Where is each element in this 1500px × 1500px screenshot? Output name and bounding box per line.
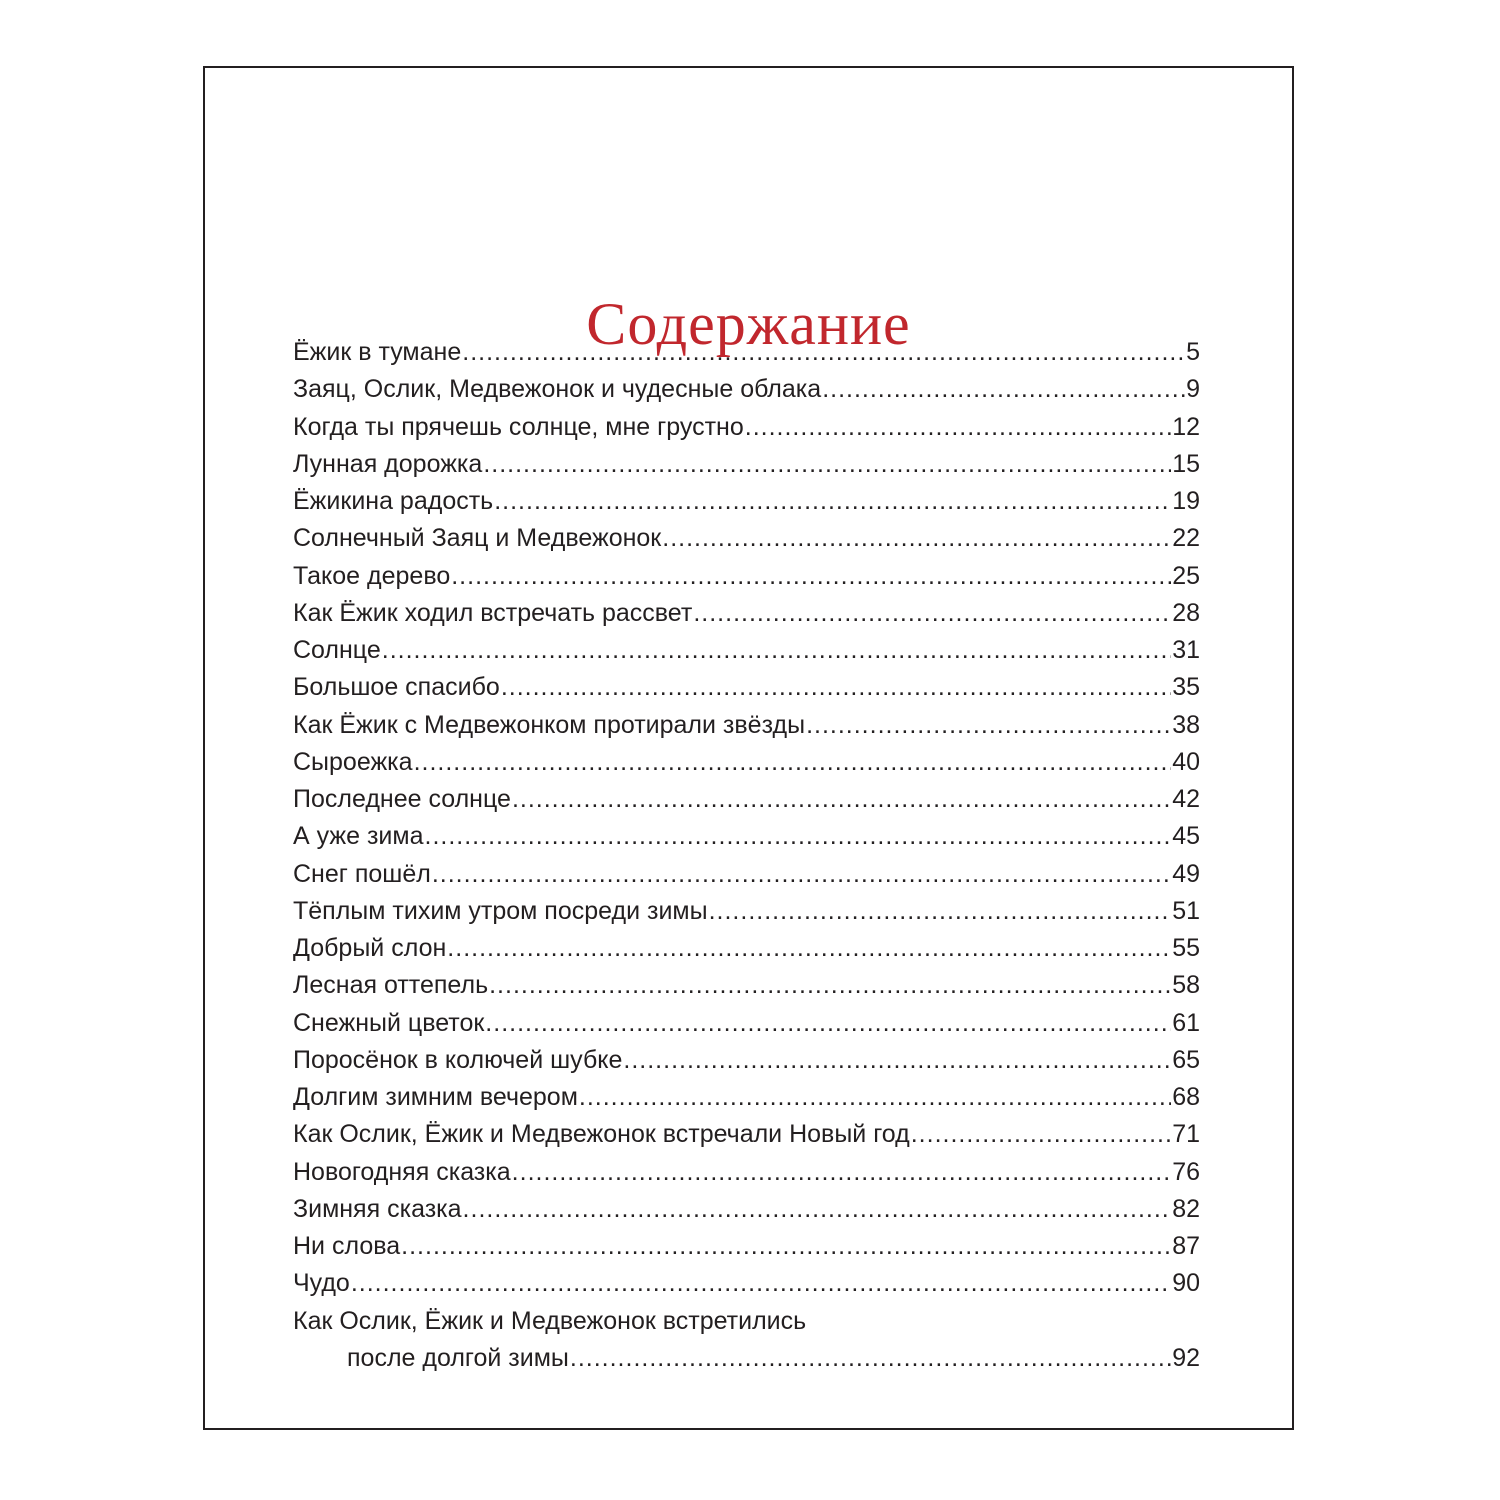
- dot-leader: [501, 669, 1171, 706]
- toc-entry-page: 68: [1172, 1083, 1200, 1111]
- toc-entry: [293, 707, 1200, 744]
- toc-entry-title: Как Ёжик ходил встречать рассвет: [293, 598, 693, 627]
- toc-entry: [293, 1228, 1200, 1265]
- toc-entry: [293, 818, 1200, 855]
- dot-leader: [489, 967, 1171, 1004]
- toc-entry: [293, 744, 1200, 781]
- toc-entry-page: 40: [1172, 747, 1200, 776]
- toc-entry-title: Новогодняя сказка: [293, 1157, 511, 1186]
- toc-entry-page: 19: [1172, 487, 1200, 515]
- toc-entry-title: Сыроежка: [293, 747, 413, 776]
- toc-entry-title: Ёжик в тумане: [293, 338, 462, 366]
- toc-entry-page: 90: [1172, 1269, 1200, 1298]
- toc-entry: [293, 893, 1200, 930]
- dot-leader: [512, 781, 1171, 818]
- toc-entry-title: Тёплым тихим утром посреди зимы: [293, 896, 708, 925]
- toc-entry: [293, 967, 1200, 1004]
- dot-leader: [382, 632, 1171, 669]
- toc-entry-wrapped: [293, 1303, 1200, 1340]
- toc-entry-page: 92: [1172, 1343, 1200, 1372]
- toc-entry-title-line2: после долгой зимы: [347, 1343, 569, 1372]
- dot-leader: [401, 1228, 1171, 1265]
- toc-entry-title: А уже зима: [293, 822, 424, 851]
- dot-leader: [570, 1340, 1171, 1377]
- toc-entry: [293, 781, 1200, 818]
- toc-entry: [293, 558, 1200, 595]
- toc-entry-title: Как Ослик, Ёжик и Медвежонок встречали Новый год: [293, 1120, 910, 1149]
- toc-entry-title: Снежный цветок: [293, 1008, 485, 1037]
- toc-entry-page: 55: [1172, 934, 1200, 962]
- dot-leader: [709, 893, 1172, 930]
- toc-entry-page: 61: [1172, 1008, 1200, 1037]
- toc-entry-page: 49: [1172, 859, 1200, 888]
- toc-entry: [293, 483, 1200, 520]
- dot-leader: [623, 1042, 1171, 1079]
- dot-leader: [414, 744, 1172, 781]
- toc-entry-title: Зимняя сказка: [293, 1194, 462, 1223]
- dot-leader: [485, 1005, 1171, 1042]
- toc-entry-page: 76: [1172, 1157, 1200, 1186]
- dot-leader: [911, 1116, 1171, 1153]
- dot-leader: [579, 1079, 1171, 1116]
- page-title: Содержание: [586, 291, 911, 357]
- dot-leader: [693, 595, 1171, 632]
- toc-entry: [293, 1005, 1200, 1042]
- toc-entry: [293, 595, 1200, 632]
- toc-entry-title: Поросёнок в колючей шубке: [293, 1045, 623, 1074]
- toc-entry-page: 38: [1172, 710, 1200, 739]
- toc-entry: [293, 856, 1200, 893]
- dot-leader: [662, 520, 1171, 557]
- toc-entry: [293, 669, 1200, 706]
- toc-entry-page: 82: [1172, 1194, 1200, 1223]
- toc-entry-page: 35: [1172, 673, 1200, 702]
- toc-entry-title: Большое спасибо: [293, 673, 500, 702]
- toc-entry: [293, 930, 1200, 967]
- dot-leader: [451, 558, 1171, 595]
- toc-entry-page: 5: [1186, 338, 1200, 366]
- toc-entry-page: 22: [1172, 524, 1200, 553]
- toc-entry-title: Как Ёжик с Медвежонком протирали звёзды: [293, 710, 806, 739]
- toc-entry-title: Когда ты прячешь солнце, мне грустно: [293, 412, 744, 441]
- toc-entry: [293, 1079, 1200, 1116]
- toc-entry: [293, 371, 1200, 408]
- toc-entry-title: Последнее солнце: [293, 785, 511, 813]
- toc-entry: [293, 632, 1200, 669]
- toc-entry-title: Добрый слон: [293, 934, 447, 962]
- dot-leader: [512, 1154, 1172, 1191]
- dot-leader: [351, 1265, 1171, 1302]
- toc-entry-title: Чудо: [293, 1269, 350, 1298]
- toc-entry-title: Солнечный Заяц и Медвежонок: [293, 524, 662, 553]
- toc-entry-page: 45: [1172, 822, 1200, 851]
- toc-entry-title: Такое дерево: [293, 561, 451, 590]
- toc-entry-page: 9: [1186, 375, 1200, 404]
- toc-entry-continued: [293, 1340, 1200, 1377]
- toc-entry: [293, 1116, 1200, 1153]
- dot-leader: [806, 707, 1171, 744]
- dot-leader: [494, 483, 1171, 520]
- toc-entry-title: Ёжикина радость: [293, 487, 494, 515]
- toc-entry-page: 25: [1172, 561, 1200, 590]
- toc-entry-title: Заяц, Ослик, Медвежонок и чудесные облака: [293, 375, 822, 404]
- dot-leader: [745, 409, 1171, 446]
- toc-entry-title-line1: Как Ослик, Ёжик и Медвежонок встретились: [293, 1306, 807, 1335]
- toc-entry-page: 15: [1172, 449, 1200, 478]
- toc-entry: [293, 520, 1200, 557]
- toc-entry-page: 58: [1172, 971, 1200, 1000]
- toc-entry: [293, 334, 1200, 371]
- toc-entry-page: 51: [1172, 896, 1200, 925]
- toc-entry-title: Снег пошёл: [293, 859, 431, 888]
- toc-entry: [293, 1042, 1200, 1079]
- dot-leader: [462, 334, 1185, 371]
- toc-entry-page: 87: [1172, 1232, 1200, 1260]
- dot-leader: [483, 446, 1171, 483]
- toc-entry-page: 71: [1172, 1120, 1200, 1149]
- toc-entry: [293, 409, 1200, 446]
- table-of-contents: [293, 334, 1200, 1377]
- toc-entry: [293, 446, 1200, 483]
- toc-entry: [293, 1154, 1200, 1191]
- dot-leader: [463, 1191, 1172, 1228]
- toc-entry-title: Лунная дорожка: [293, 449, 483, 478]
- toc-entry: [293, 1265, 1200, 1302]
- toc-entry-page: 31: [1172, 636, 1200, 664]
- toc-entry-page: 65: [1172, 1045, 1200, 1074]
- dot-leader: [447, 930, 1171, 967]
- toc-entry-page: 42: [1172, 785, 1200, 813]
- dot-leader: [822, 371, 1185, 408]
- toc-entry-page: 12: [1172, 412, 1200, 441]
- toc-entry-title: Долгим зимним вечером: [293, 1083, 578, 1111]
- toc-entry-title: Солнце: [293, 636, 381, 664]
- toc-entry-page: 28: [1172, 598, 1200, 627]
- dot-leader: [432, 856, 1171, 893]
- book-page: [203, 66, 1294, 1430]
- toc-entry: [293, 1191, 1200, 1228]
- toc-entry-title: Ни слова: [293, 1232, 401, 1260]
- dot-leader: [425, 818, 1172, 855]
- toc-entry-title: Лесная оттепель: [293, 971, 489, 1000]
